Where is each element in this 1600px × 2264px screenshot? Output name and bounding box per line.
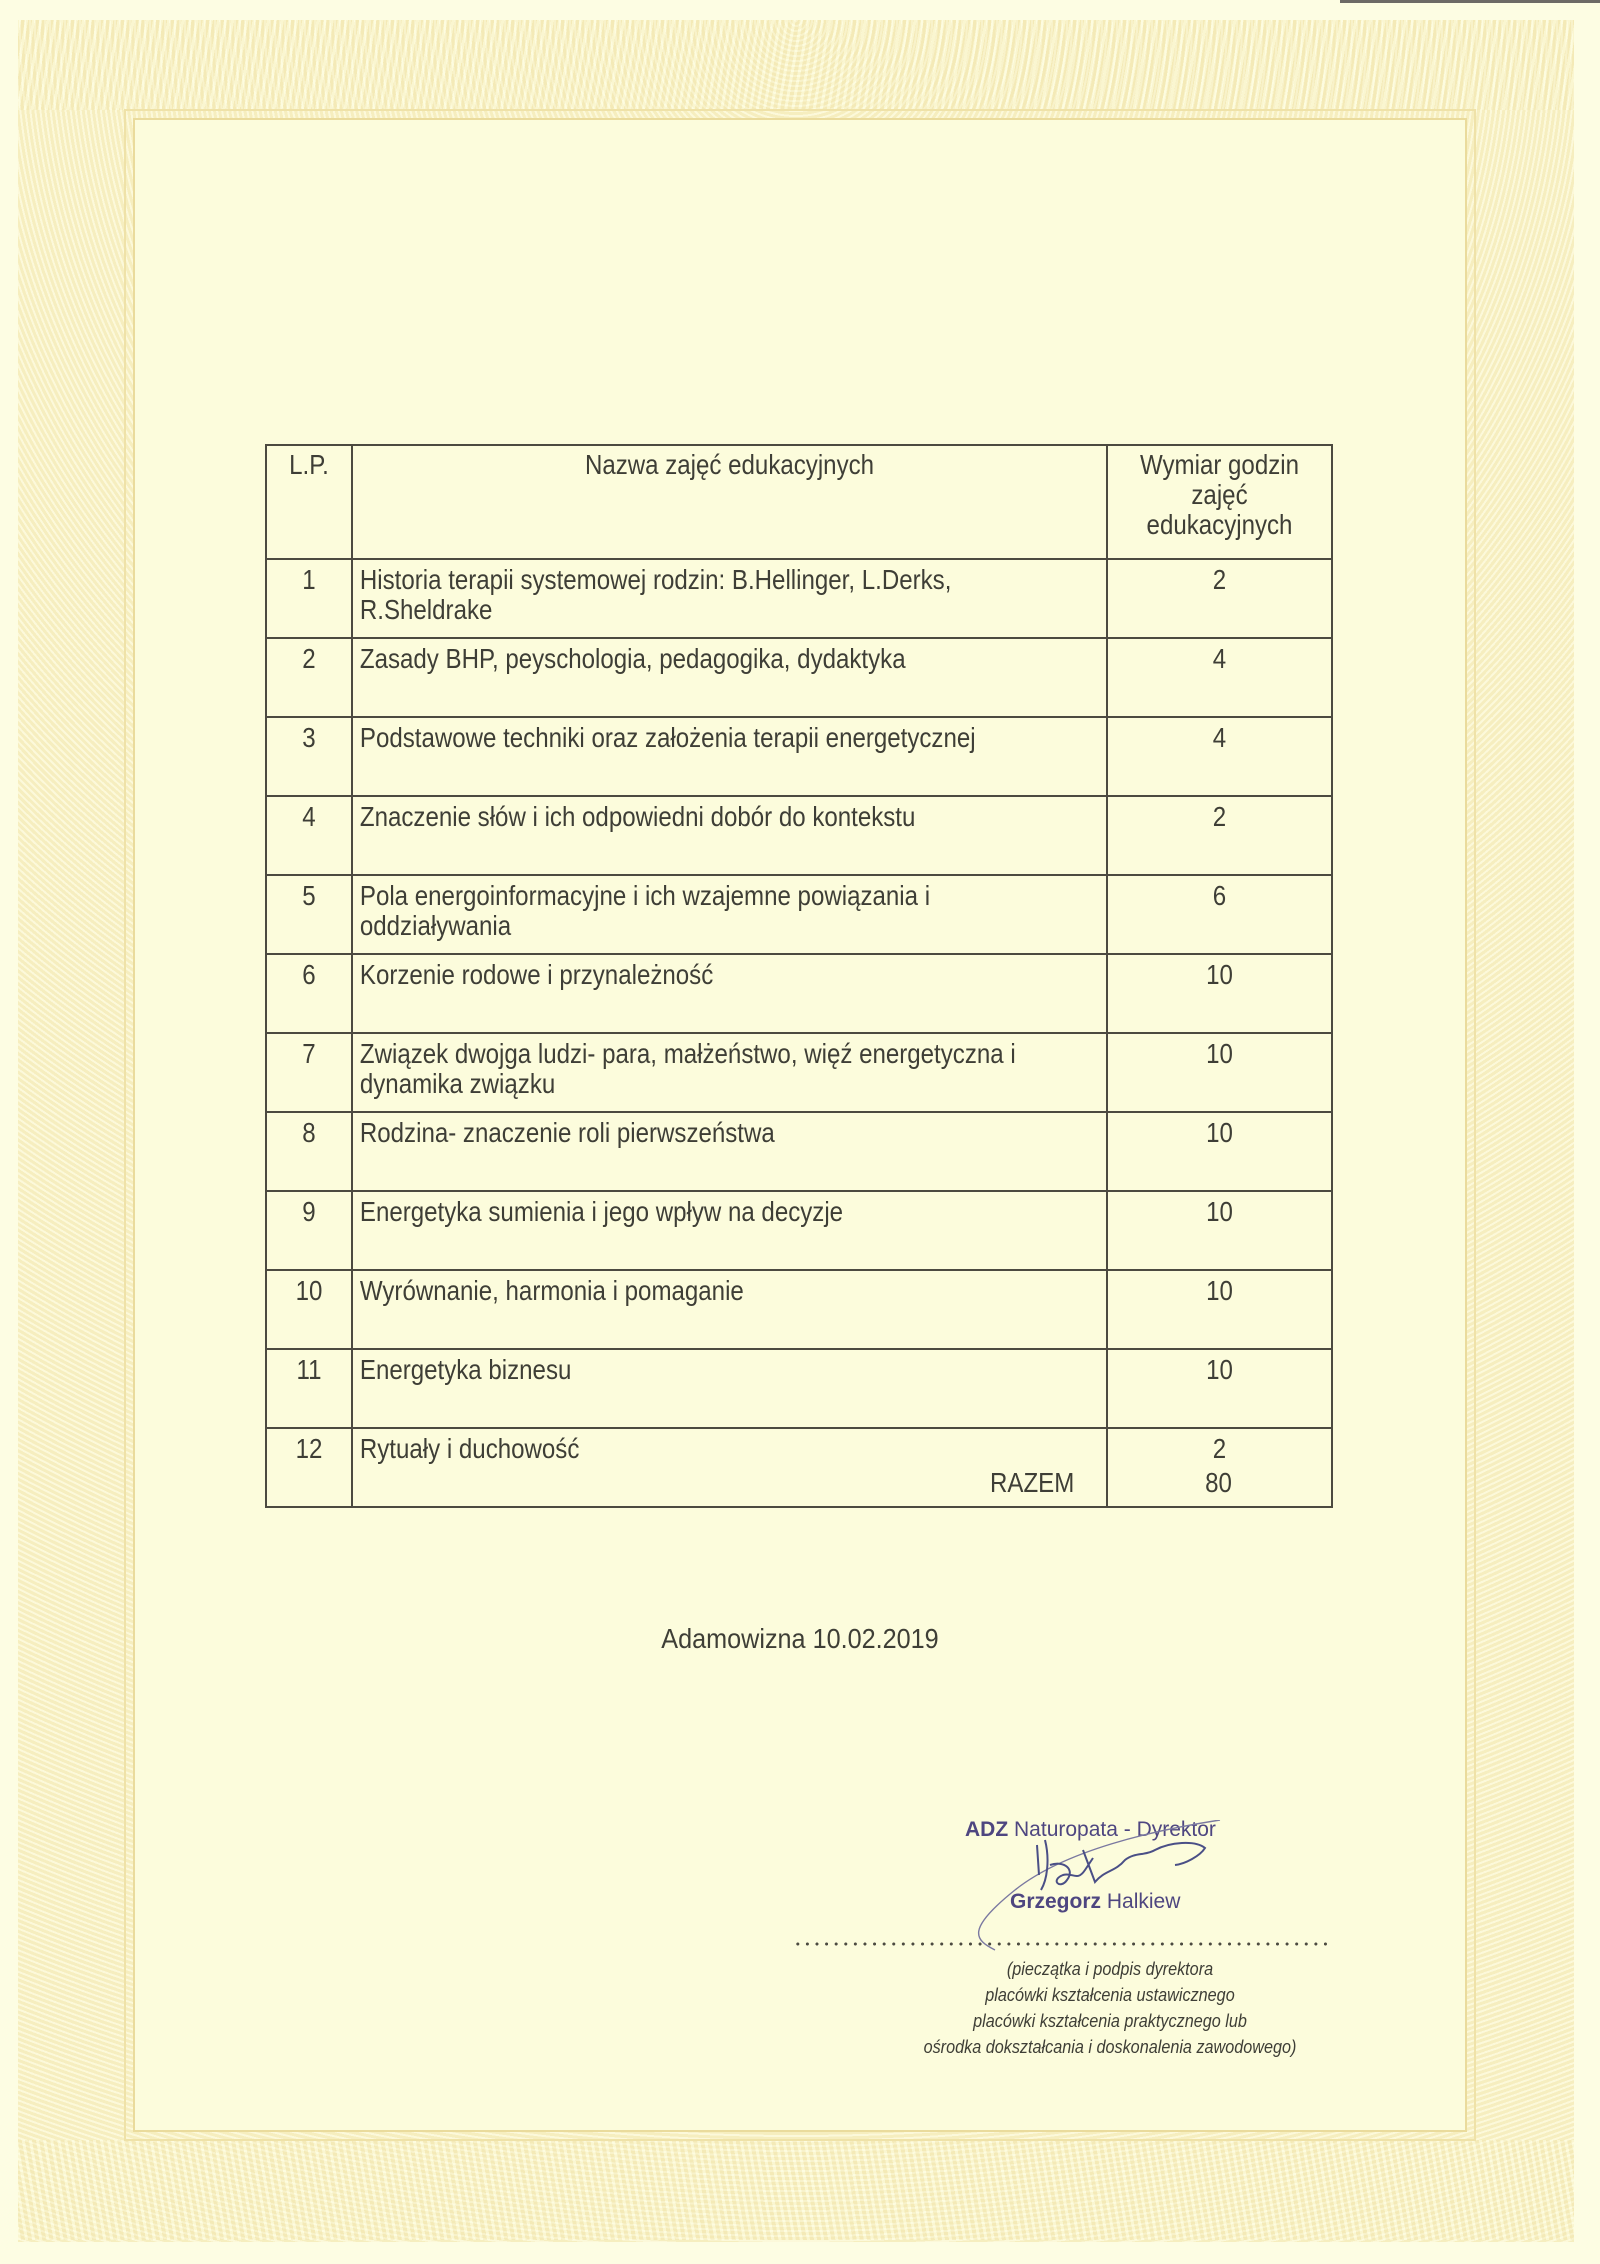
signature-letter-stroke xyxy=(1037,1840,1205,1890)
row-name xyxy=(352,1270,1107,1349)
row-hours xyxy=(1107,1112,1332,1191)
row-lp xyxy=(266,717,352,796)
header-hours-line: Wymiar godzin xyxy=(1139,449,1300,480)
row-hours xyxy=(1107,638,1332,717)
row-name xyxy=(352,1033,1107,1112)
courses-table xyxy=(265,444,1333,1508)
row-lp-text: 11 xyxy=(296,1354,322,1385)
row-lp-text: 2 xyxy=(302,643,316,674)
row-lp-text: 5 xyxy=(302,880,316,911)
row-lp-text: 6 xyxy=(302,959,316,990)
table-row xyxy=(266,1349,1332,1428)
row-hours-text: 6 xyxy=(1212,880,1227,911)
row-name-text: dynamika związku xyxy=(359,1068,556,1099)
row-hours xyxy=(1107,1033,1332,1112)
row-lp xyxy=(266,1349,352,1428)
row-lp xyxy=(266,1033,352,1112)
row-hours-text: 10 xyxy=(1206,1038,1233,1069)
signature-caption xyxy=(880,1956,1340,2060)
row-hours-text: 10 xyxy=(1206,1354,1233,1385)
row-lp-text: 10 xyxy=(295,1275,323,1306)
row-lp-text: 4 xyxy=(302,801,316,832)
row-lp xyxy=(266,559,352,638)
caption-line: ośrodka dokształcania i doskonalenia zawodowego) xyxy=(923,2037,1297,2057)
signature-dotted-line xyxy=(793,1942,1330,1946)
row-hours-text: 2 xyxy=(1212,1433,1227,1464)
table-row xyxy=(266,1112,1332,1191)
row-name-text: oddziaływania xyxy=(359,910,512,941)
row-lp xyxy=(266,875,352,954)
caption-line: placówki kształcenia praktycznego lub xyxy=(973,2011,1247,2031)
total-value: 80 xyxy=(1205,1467,1232,1498)
header-lp xyxy=(266,445,352,559)
row-lp-text: 7 xyxy=(302,1038,316,1069)
row-name-text: Energetyka biznesu xyxy=(359,1354,572,1385)
table-row xyxy=(266,796,1332,875)
row-lp-text: 8 xyxy=(302,1117,316,1148)
row-name xyxy=(352,954,1107,1033)
row-hours xyxy=(1107,796,1332,875)
header-hours-line: edukacyjnych xyxy=(1146,509,1293,540)
row-name xyxy=(352,1349,1107,1428)
total-label: RAZEM xyxy=(990,1467,1075,1498)
row-lp xyxy=(266,796,352,875)
row-hours xyxy=(1107,1349,1332,1428)
row-hours-text: 10 xyxy=(1206,1275,1233,1306)
row-lp-text: 9 xyxy=(302,1196,316,1227)
row-name-text: Rytuały i duchowość xyxy=(359,1433,580,1464)
row-lp xyxy=(266,1428,352,1507)
stamp-first-name: Grzegorz xyxy=(1010,1890,1102,1913)
table-row xyxy=(266,1270,1332,1349)
header-hours xyxy=(1107,445,1332,559)
row-lp xyxy=(266,1270,352,1349)
guilloche-bottom xyxy=(18,2140,1574,2240)
row-name xyxy=(352,796,1107,875)
row-name-text: Znaczenie słów i ich odpowiedni dobór do kontekstu xyxy=(359,801,916,832)
row-name-text: Podstawowe techniki oraz założenia terapii energetycznej xyxy=(359,722,976,753)
table-row xyxy=(266,954,1332,1033)
stamp-role: Naturopata - Dyrektor xyxy=(1014,1818,1216,1841)
row-name xyxy=(352,717,1107,796)
row-hours-text: 10 xyxy=(1206,1117,1233,1148)
signature-loop-stroke xyxy=(979,1820,1220,1950)
handwritten-signature xyxy=(955,1820,1255,1960)
header-lp-text: L.P. xyxy=(289,449,329,480)
row-lp-text: 12 xyxy=(295,1433,323,1464)
table-row xyxy=(266,638,1332,717)
scan-edge xyxy=(1340,0,1600,3)
guilloche-top xyxy=(18,20,1574,110)
row-name-text: Energetyka sumienia i jego wpływ na decyzje xyxy=(359,1196,844,1227)
row-lp xyxy=(266,954,352,1033)
row-name-text: Wyrównanie, harmonia i pomaganie xyxy=(359,1275,744,1306)
row-hours xyxy=(1107,875,1332,954)
row-hours xyxy=(1107,1191,1332,1270)
stamp-last-name: Halkiew xyxy=(1106,1890,1181,1913)
row-name-text: Historia terapii systemowej rodzin: B.Hellinger, L.Derks, xyxy=(359,564,952,595)
row-hours-text: 4 xyxy=(1212,722,1227,753)
row-hours xyxy=(1107,1270,1332,1349)
header-name-text: Nazwa zajęć edukacyjnych xyxy=(584,449,875,480)
row-lp xyxy=(266,1191,352,1270)
row-hours-text: 10 xyxy=(1206,959,1233,990)
row-hours-text: 10 xyxy=(1206,1196,1233,1227)
caption-line: (pieczątka i podpis dyrektora xyxy=(1006,1959,1214,1979)
table-row xyxy=(266,875,1332,954)
row-hours-text: 4 xyxy=(1212,643,1227,674)
table-row xyxy=(266,1191,1332,1270)
row-name xyxy=(352,875,1107,954)
row-hours xyxy=(1107,954,1332,1033)
table-row xyxy=(266,717,1332,796)
place-and-date: Adamowizna 10.02.2019 xyxy=(661,1623,939,1654)
row-lp-text: 1 xyxy=(302,564,316,595)
header-hours-line: zajęć xyxy=(1191,479,1248,510)
row-name-text: Rodzina- znaczenie roli pierwszeństwa xyxy=(359,1117,775,1148)
row-lp xyxy=(266,638,352,717)
row-hours-text: 2 xyxy=(1212,801,1227,832)
row-name-text: Zasady BHP, peyschologia, pedagogika, dydaktyka xyxy=(359,643,906,674)
row-hours-text: 2 xyxy=(1212,564,1227,595)
table-row xyxy=(266,1033,1332,1112)
header-name xyxy=(352,445,1107,559)
row-lp xyxy=(266,1112,352,1191)
row-name xyxy=(352,638,1107,717)
caption-line: placówki kształcenia ustawicznego xyxy=(985,1985,1235,2005)
row-lp-text: 3 xyxy=(302,722,316,753)
row-name-text: Pola energoinformacyjne i ich wzajemne powiązania i xyxy=(359,880,931,911)
row-name-text: Korzenie rodowe i przynależność xyxy=(359,959,714,990)
row-name xyxy=(352,1112,1107,1191)
row-name-text: R.Sheldrake xyxy=(359,594,493,625)
row-name xyxy=(352,559,1107,638)
table-header-row xyxy=(266,445,1332,559)
stamp-org: ADZ xyxy=(965,1818,1009,1841)
table-row xyxy=(266,559,1332,638)
row-hours xyxy=(1107,559,1332,638)
row-name-text: Związek dwojga ludzi- para, małżeństwo, więź energetyczna i xyxy=(359,1038,1016,1069)
row-hours xyxy=(1107,717,1332,796)
row-name xyxy=(352,1191,1107,1270)
